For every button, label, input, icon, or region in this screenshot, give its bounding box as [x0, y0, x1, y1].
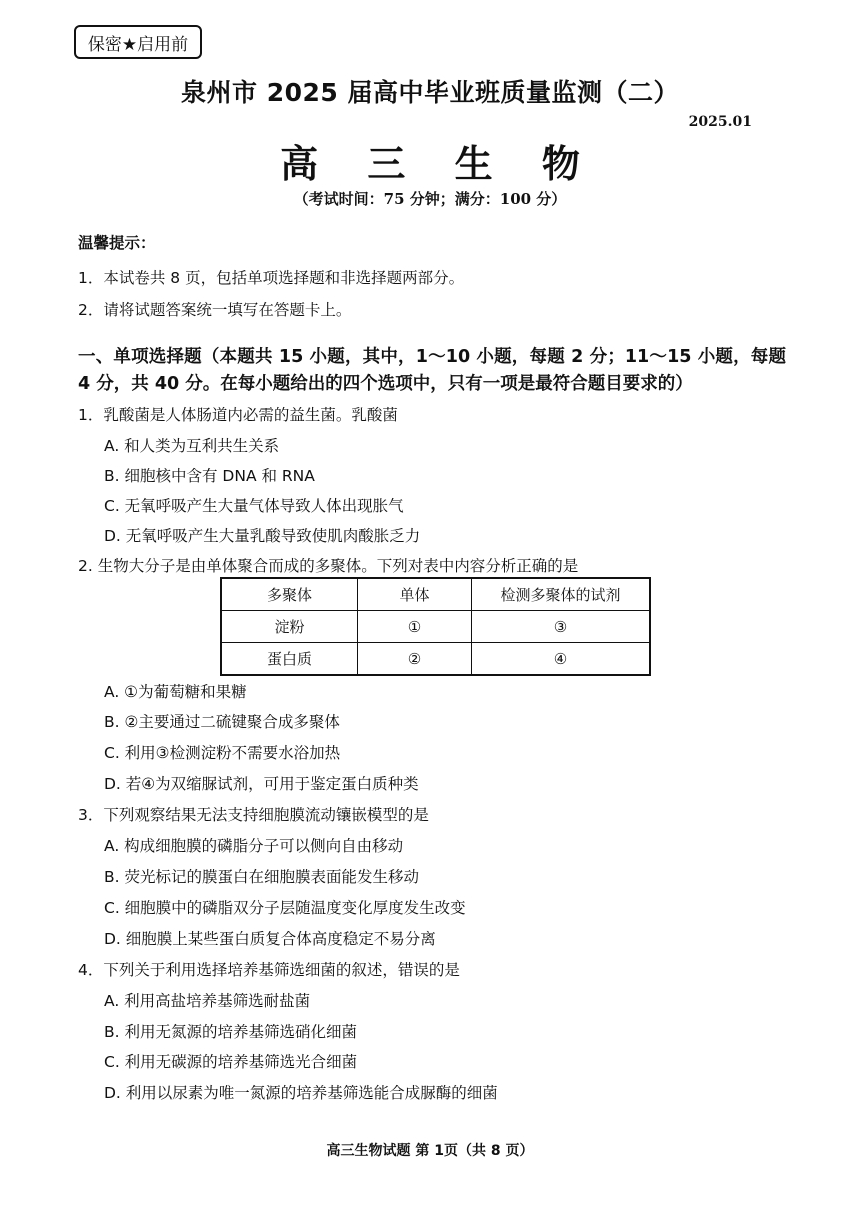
table-cell: ③	[472, 611, 651, 643]
option: C. 细胞膜中的磷脂双分子层随温度变化厚度发生改变	[104, 899, 466, 917]
option: C. 无氧呼吸产生大量气体导致人体出现胀气	[104, 497, 404, 515]
option: A. 构成细胞膜的磷脂分子可以侧向自由移动	[104, 837, 404, 855]
table-cell: 蛋白质	[221, 643, 358, 676]
option: C. 利用无碳源的培养基筛选光合细菌	[104, 1053, 358, 1071]
tip-item: 2．请将试题答案统一填写在答题卡上。	[78, 301, 352, 319]
polymer-table	[220, 577, 651, 676]
option: A. ①为葡萄糖和果糖	[104, 683, 247, 701]
option: D. 细胞膜上某些蛋白质复合体高度稳定不易分离	[104, 930, 436, 948]
confidential-stamp: 保密★启用前	[74, 25, 202, 59]
table-header: 单体	[358, 578, 472, 611]
table-cell: 淀粉	[221, 611, 358, 643]
option: C. 利用③检测淀粉不需要水浴加热	[104, 744, 341, 762]
question-stem: 4．下列关于利用选择培养基筛选细菌的叙述，错误的是	[78, 961, 460, 979]
question-stem: 2. 生物大分子是由单体聚合而成的多聚体。下列对表中内容分析正确的是	[78, 557, 579, 575]
section-heading: 一、单项选择题（本题共 15 小题，其中，1～10 小题，每题 2 分；11～15 小题，每题 4 分，共 40 分。在每小题给出的四个选项中，只有一项是最符合题目要求的）	[78, 347, 786, 394]
option: B. 荧光标记的膜蛋白在细胞膜表面能发生移动	[104, 868, 419, 886]
table-row	[221, 611, 650, 643]
table-row	[221, 643, 650, 676]
table-cell: ①	[358, 611, 472, 643]
table-header: 多聚体	[221, 578, 358, 611]
page-footer: 高三生物试题 第 1页（共 8 页）	[326, 1143, 534, 1159]
table-cell: ②	[358, 643, 472, 676]
table-header-row	[221, 578, 650, 611]
option: A. 和人类为互利共生关系	[104, 437, 280, 455]
option: B. ②主要通过二硫键聚合成多聚体	[104, 713, 340, 731]
option: D. 无氧呼吸产生大量乳酸导致使肌肉酸胀乏力	[104, 527, 421, 545]
tip-item: 1．本试卷共 8 页，包括单项选择题和非选择题两部分。	[78, 269, 465, 287]
option: D. 利用以尿素为唯一氮源的培养基筛选能合成脲酶的细菌	[104, 1084, 498, 1102]
tips-heading: 温馨提示：	[78, 234, 156, 252]
exam-info: （考试时间：75 分钟；满分：100 分）	[293, 190, 567, 208]
exam-date: 2025.01	[688, 114, 752, 130]
option: A. 利用高盐培养基筛选耐盐菌	[104, 992, 311, 1010]
table-header: 检测多聚体的试剂	[472, 578, 651, 611]
question-stem: 3．下列观察结果无法支持细胞膜流动镶嵌模型的是	[78, 806, 429, 824]
exam-title: 泉州市 2025 届高中毕业班质量监测（二）	[181, 78, 679, 107]
subject-title: 高 三 生 物	[280, 141, 598, 186]
option: D. 若④为双缩脲试剂，可用于鉴定蛋白质种类	[104, 775, 419, 793]
table-cell: ④	[472, 643, 651, 676]
question-stem: 1．乳酸菌是人体肠道内必需的益生菌。乳酸菌	[78, 406, 398, 424]
option: B. 利用无氮源的培养基筛选硝化细菌	[104, 1023, 357, 1041]
option: B. 细胞核中含有 DNA 和 RNA	[104, 467, 315, 485]
